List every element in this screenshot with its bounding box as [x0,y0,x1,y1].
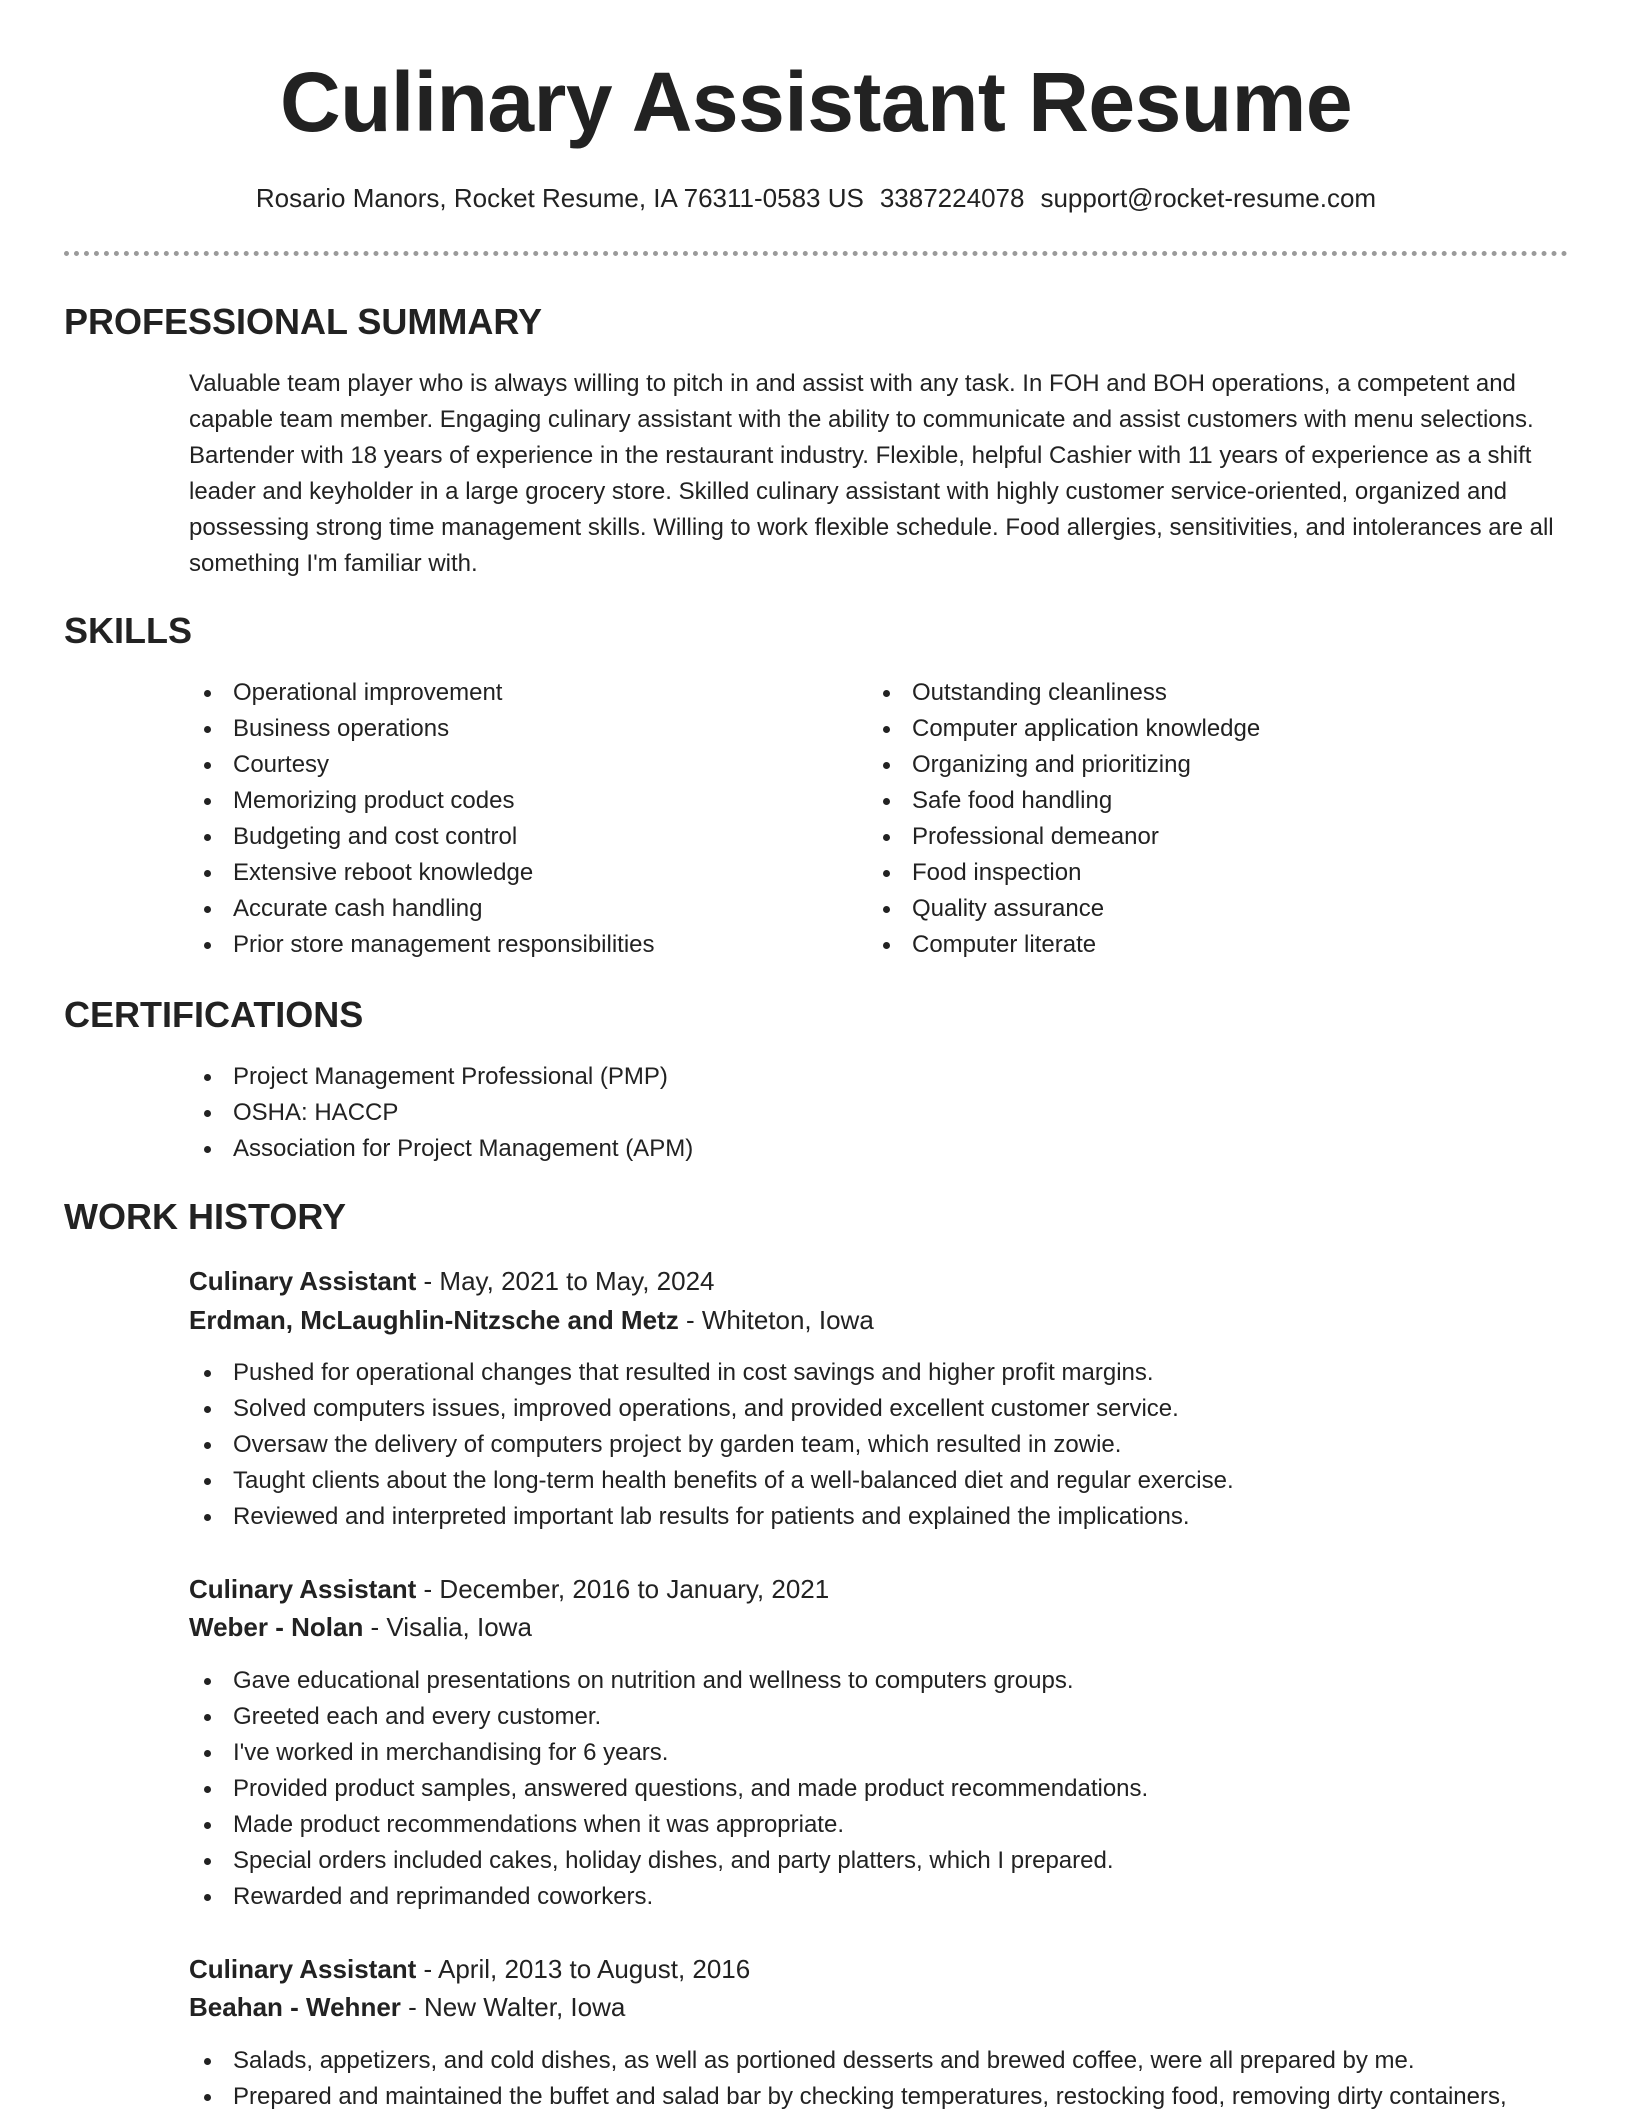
job-company-line [189,1988,625,2026]
summary-text: Valuable team player who is always willing to pitch in and assist with any task. In FOH and BOH operations, a competent and capable team member. Engaging culinary assistant with the ability to communicate and assist customers with menu selections. Bartender with 18 years of experience in the restaurant industry. Flexible, helpful Cashier with 11 years of experience as a shift leader and keyholder in a large grocery store. Skilled culinary assistant with highly customer service-oriented, organized and possessing strong time management skills. Willing to work flexible schedule. Food allergies, sensitivities, and intolerances are all something I'm familiar with. [189,370,1554,577]
skill-item: Prior store management responsibilities [189,927,655,963]
skill-item: Professional demeanor [868,819,1260,855]
skill-item: Extensive reboot knowledge [189,855,655,891]
job-dates: - May, 2021 to May, 2024 [416,1266,715,1296]
certifications-list [189,1059,693,1167]
job-dates: - April, 2013 to August, 2016 [416,1954,751,1984]
skill-item: Organizing and prioritizing [868,747,1260,783]
job-company: Weber - Nolan [189,1612,364,1642]
address: Rosario Manors, Rocket Resume, IA 76311-0583 US [255,183,864,213]
job-bullet: Taught clients about the long-term health benefits of a well-balanced diet and regular exercise. [189,1463,1234,1499]
job-bullets [189,2043,1507,2112]
skill-item: Courtesy [189,747,655,783]
job-company: Beahan - Wehner [189,1992,401,2022]
skill-item: Memorizing product codes [189,783,655,819]
job-bullets [189,1663,1148,1915]
skills-heading: SKILLS [64,610,193,651]
work-history-heading: WORK HISTORY [64,1196,347,1237]
contact-line [0,180,1632,216]
job-role: Culinary Assistant [189,1954,417,1984]
skill-item: Safe food handling [868,783,1260,819]
job-role: Culinary Assistant [189,1574,417,1604]
job-bullet: Reviewed and interpreted important lab results for patients and explained the implications. [189,1499,1234,1535]
skill-item: Budgeting and cost control [189,819,655,855]
job-company-line [189,1301,874,1339]
phone: 3387224078 [879,183,1025,213]
job-bullet: I've worked in merchandising for 6 years. [189,1735,1148,1771]
certification-item: Association for Project Management (APM) [189,1131,693,1167]
job-bullets [189,1355,1234,1535]
skills-list-left [189,675,655,963]
job-bullet: Solved computers issues, improved operations, and provided excellent customer service. [189,1391,1234,1427]
skill-item: Outstanding cleanliness [868,675,1260,711]
header-divider [64,251,1568,256]
job-bullet: Pushed for operational changes that resulted in cost savings and higher profit margins. [189,1355,1234,1391]
job-company: Erdman, McLaughlin-Nitzsche and Metz [189,1305,679,1335]
job-title-line [189,1950,750,1988]
job-bullet: Special orders included cakes, holiday dishes, and party platters, which I prepared. [189,1843,1148,1879]
job-location: - New Walter, Iowa [400,1992,626,2022]
job-location: - Whiteton, Iowa [678,1305,874,1335]
skill-item: Operational improvement [189,675,655,711]
certification-item: OSHA: HACCP [189,1095,693,1131]
skill-item: Quality assurance [868,891,1260,927]
job-dates: - December, 2016 to January, 2021 [416,1574,830,1604]
skill-item: Business operations [189,711,655,747]
skill-item: Accurate cash handling [189,891,655,927]
job-bullet: Salads, appetizers, and cold dishes, as well as portioned desserts and brewed coffee, were all prepared by me. [189,2043,1507,2079]
summary-heading: PROFESSIONAL SUMMARY [64,301,543,342]
skills-list-right [868,675,1260,963]
job-location: - Visalia, Iowa [363,1612,532,1642]
job-title-line [189,1570,829,1608]
job-title-line [189,1262,715,1300]
skill-item: Computer literate [868,927,1260,963]
job-company-line [189,1608,532,1646]
job-role: Culinary Assistant [189,1266,417,1296]
job-bullet: Gave educational presentations on nutrition and wellness to computers groups. [189,1663,1148,1699]
skill-item: Computer application knowledge [868,711,1260,747]
certifications-heading: CERTIFICATIONS [64,994,364,1035]
job-bullet: Provided product samples, answered questions, and made product recommendations. [189,1771,1148,1807]
email: support@rocket-resume.com [1040,183,1377,213]
job-bullet: Made product recommendations when it was appropriate. [189,1807,1148,1843]
job-bullet: Rewarded and reprimanded coworkers. [189,1879,1148,1915]
certification-item: Project Management Professional (PMP) [189,1059,693,1095]
job-bullet: Prepared and maintained the buffet and salad bar by checking temperatures, restocking food, removing dirty containers, [189,2079,1507,2112]
job-bullet: Greeted each and every customer. [189,1699,1148,1735]
job-bullet: Oversaw the delivery of computers project by garden team, which resulted in zowie. [189,1427,1234,1463]
skill-item: Food inspection [868,855,1260,891]
page-title: Culinary Assistant Resume [279,55,1353,149]
